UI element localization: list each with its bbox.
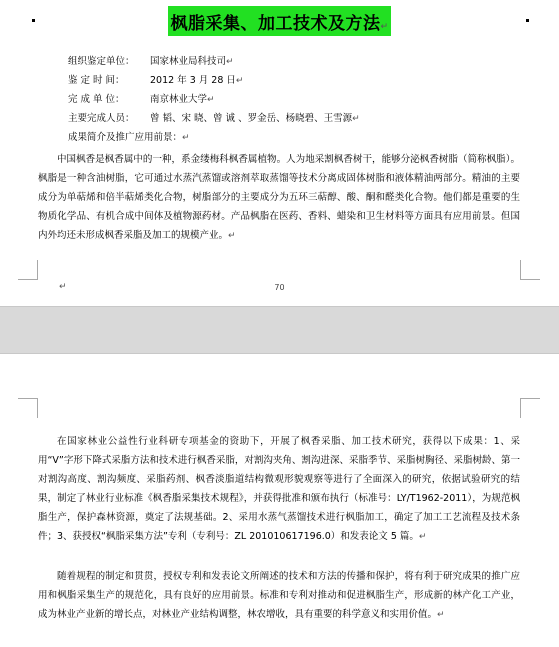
paragraph-mark: ↵ xyxy=(59,282,67,292)
body-paragraph-3[interactable]: 随着规程的制定和贯贯，授权专利和发表论文所阐述的技术和方法的传播和保护，将有利于研究成果的推广应用和枫脂采集生产的规范化，具有良好的应用前景。标准和专利对推动和促进枫脂生产，形成新的林产化工产业，成为林业产业新的增长点，对林业产业结构调整，林农增收，具有重要的科学意义和实用价值。↵ xyxy=(38,571,520,620)
document-title[interactable]: 枫脂采集、加工技术及方法↵ xyxy=(168,6,390,36)
page-corner-mark xyxy=(520,260,540,280)
document-page-1[interactable] xyxy=(0,0,559,306)
page-corner-mark xyxy=(18,260,38,280)
meta-label: 完 成 单 位： xyxy=(68,94,125,105)
meta-value: 国家林业局科技司 xyxy=(150,56,227,67)
meta-value: 曾 韬、宋 晓、曾 诚 、罗金岳、杨晓碧、王雪源 xyxy=(150,113,353,124)
meta-line-institution[interactable]: 完 成 单 位： 南京林业大学↵ xyxy=(68,94,215,105)
document-page-2[interactable] xyxy=(0,354,559,647)
meta-label: 鉴 定 时 间： xyxy=(68,75,125,86)
body-paragraph-2[interactable]: 在国家林业公益性行业科研专项基金的资助下，开展了枫香采脂、加工技术研究，获得以下成果：1、采用“V”字形下降式采脂方法和技术进行枫香采脂，对割沟夹角、割沟进深、采脂季节、采脂树胸径、采脂树龄、第一对割沟高度、割沟频度、采脂药剂、枫香淡脂道结构微观形貌观察等进行了全面深入的研究，依据试验研究的结果，制定了林业行业标准《枫香脂采集技术规程》，并获得批准和颁布执行（标准号：LY/T1962-2011），为规范枫脂生产，保护森林资源，奠定了法规基础。2、采用水蒸气蒸馏技术进行枫脂加工，确定了加工工艺流程及技术条件；3、获授权“枫脂采集方法”专利（专利号：ZL 201010617196.0）和发表论文 5 篇。↵ xyxy=(38,436,520,542)
meta-line-authors[interactable]: 主要完成人员： 曾 韬、宋 晓、曾 诚 、罗金岳、杨晓碧、王雪源↵ xyxy=(68,113,360,124)
section-heading[interactable]: 成果简介及推广应用前景：↵ xyxy=(68,132,190,143)
page-corner-mark xyxy=(520,398,540,418)
page-separator xyxy=(0,306,559,354)
meta-line-date[interactable]: 鉴 定 时 间： 2012 年 3 月 28 日↵ xyxy=(68,75,244,86)
meta-label: 主要完成人员： xyxy=(68,113,135,124)
meta-line-organization[interactable]: 组织鉴定单位： 国家林业局科技司↵ xyxy=(68,56,234,67)
page-corner-mark xyxy=(18,398,38,418)
body-paragraph-1[interactable]: 中国枫香是枫香属中的一种，系金缕梅科枫香属植物。人为地采割枫香树干，能够分泌枫香树脂（简称枫脂）。枫脂是一种含油树脂，它可通过水蒸汽蒸馏或溶剂萃取蒸馏等技术分离成固体树脂和液体精油两部分。精油的主要成分为单萜烯和倍半萜烯类化合物，树脂部分的主要成分为五环三萜醇、酸、酮和醛类化合物。他们都是重要的生物质化学品、有机合成中间体及植物源药材。产品枫脂在医药、香料、蜡染和卫生材料等方面具有应用前景。但国内外均还未形成枫香采脂及加工的规模产业。↵ xyxy=(38,154,520,241)
page-number: 70 xyxy=(274,283,285,292)
meta-value: 2012 年 3 月 28 日 xyxy=(150,75,236,86)
meta-label: 组织鉴定单位： xyxy=(68,56,135,67)
meta-value: 南京林业大学 xyxy=(150,94,208,105)
title-wrap xyxy=(0,6,559,36)
